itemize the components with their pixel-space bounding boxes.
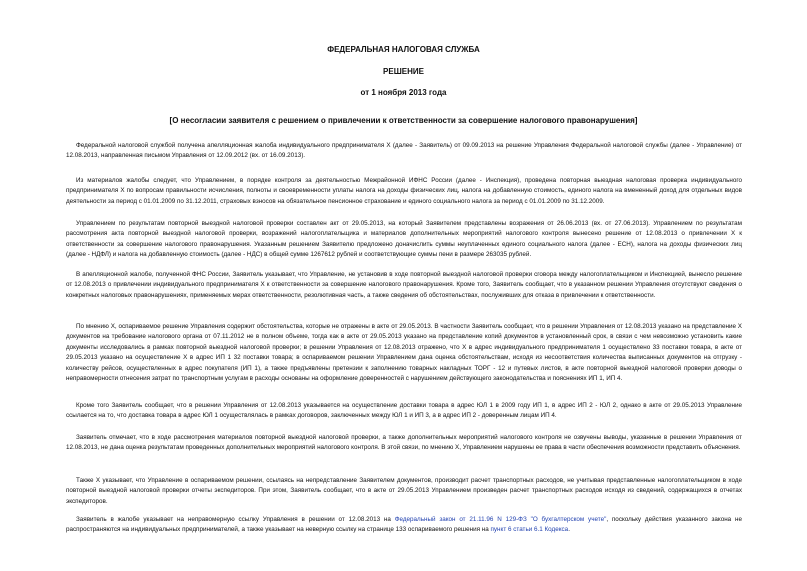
paragraph-6: Кроме того Заявитель сообщает, что в решении Управления от 12.08.2013 указывается на осуществление доставки товара в адрес ЮЛ 1 в 2009 году ИП 1, в адрес ИП 2 - ЮЛ 2, однако в акте от 29.05.2013 Управление ссылается на то, что доставка товара в адрес ЮЛ 1 осуществлялась в рамках договоров, заключенных между ЮЛ 1 и ИП 3, а в адрес ИП 2 - доверенным лицам ИП 4.: [66, 402, 742, 420]
paragraph-5: По мнению Х, оспариваемое решение Управления содержит обстоятельства, которые не отражены в акте от 29.05.2013. В частности Заявитель сообщает, что в решении Управления от 12.08.2013 указано на представление Х документов на требование налогового органа от 07.11.2012 не в полном объеме, тогда как в акте от 29.05.2013 указано на представление копий документов в установленный срок, в связи с чем невозможно установить какие документы исследовались в рамках повторной выездной налоговой проверки; в решении Управления от 12.08.2013 отражено, что Х в адрес индивидуального предпринимателя 1 осуществлено 33 поставки товара, в акте от 29.05.2013 указано на осуществление Х в адрес ИП 1 32 поставки товара; в оспариваемом решении Управлением дана оценка обстоятельствам, исходя из несоответствия количества выписанных документов на отгрузку - количеству рейсов, осуществленных в адрес покупателя (ИП 1), а также предъявлены претензии к заполнению товарных накладных ТОРГ - 12 и путевых листов, в акте повторной выездной налоговой проверки доводы о неправомерности отнесения затрат по транспортным услугам в расходы основаны на оформление доверенностей с нарушением действующего законодательства и пояснениях ИП 1, ИП 4.: [66, 323, 742, 383]
document-date: от 1 ноября 2013 года: [360, 88, 447, 97]
document-org: ФЕДЕРАЛЬНАЯ НАЛОГОВАЯ СЛУЖБА: [327, 45, 480, 54]
paragraph-8: Также Х указывает, что Управление в оспариваемом решении, ссылаясь на непредставление Заявителем документов, производит расчет транспортных расходов, не учитывая представленные налогоплательщиком в ходе повторной выездной налоговой проверки отчеты экспедиторов. При этом, Заявитель сообщает, что в акте от 29.05.2013 Управлением произведен расчет транспортных расходов исходя из сведений, содержащихся в отчетах экспедиторов.: [66, 477, 742, 505]
federal-law-link[interactable]: Федеральный закон от 21.11.96 N 129-ФЗ "О бухгалтерском учете": [394, 516, 607, 523]
paragraph-7: Заявитель отмечает, что в ходе рассмотрения материалов повторной выездной налоговой проверки, а также дополнительных мероприятий налогового контроля не озвучены выводы, указанные в решении Управления от 12.08.2013, не дана оценка результатам проведенных дополнительных мероприятий налогового контроля. В этой связи, по мнению Х, Управлением нарушены ее права в части обеспечения возможности представить объяснения.: [66, 434, 742, 452]
paragraph-3: Управлением по результатам повторной выездной налоговой проверки составлен акт от 29.05.2013, на который Заявителем представлены возражения от 26.06.2013 (вх. от 27.06.2013). Управлением по результатам рассмотрения акта повторной выездной налоговой проверки, возражений налогоплательщика и материалов дополнительных мероприятий налогового контроля вынесено решение от 12.08.2013 о привлечении Х к ответственности за совершение налогового правонарушения. Указанным решением Заявителю предложено доначислить суммы неуплаченных единого социального налога (далее - ЕСН), налога на доходы физических лиц (далее - НДФЛ) и налога на добавленную стоимость (далее - НДС) в общей сумме 1267612 рублей и соответствующие суммы пени в размере 263035 рублей.: [66, 220, 742, 259]
document-subject: [О несогласии заявителя с решением о привлечении к ответственности за совершение налогового правонарушения]: [169, 116, 638, 125]
paragraph-9-text-1: Заявитель в жалобе указывает на неправомерную ссылку Управления в решении от 12.08.2013 на: [76, 516, 395, 523]
code-article-link[interactable]: пункт 6 статьи 6.1 Кодекса: [490, 526, 569, 534]
paragraph-9-text-2: , поскольку действия указанного закона не распространяются на индивидуальных предпринимателей, а также указывает на неверную ссылку на странице 133 оспариваемого решения на: [66, 516, 742, 534]
paragraph-9: [66, 515, 742, 536]
paragraph-4: В апелляционной жалобе, полученной ФНС России, Заявитель указывает, что Управление, не установив в ходе повторной выездной налоговой проверки сговора между налогоплательщиком и Инспекцией, вынесло решение от 12.08.2013 о привлечении индивидуального предпринимателя Х к ответственности за совершение налогового правонарушения. Кроме того, Заявитель сообщает, что в указанном решении Управления отсутствуют сведения о конкретных налоговых правонарушениях, применяемых мерах ответственности, резолютивная часть, а также сведения об обстоятельствах, послуживших для отказа в привлечении к ответственности.: [66, 271, 742, 299]
paragraph-1: Федеральной налоговой службой получена апелляционная жалоба индивидуального предпринимателя Х (далее - Заявитель) от 09.09.2013 на решение Управления Федеральной налоговой службы (далее - Управление) от 12.08.2013, направленная письмом Управления от 12.09.2012 (вх. от 16.09.2013).: [66, 142, 742, 160]
paragraph-2: Из материалов жалобы следует, что Управлением, в порядке контроля за деятельностью Межрайонной ИФНС России (далее - Инспекция), проведена повторная выездная налоговая проверка индивидуального предпринимателя Х по вопросам правильности исчисления, полноты и своевременности уплаты налога на доходы физических лиц, налога на добавленную стоимость, единого налога на вмененный доход для отдельных видов деятельности за период с 01.01.2009 по 31.12.2011, страховых взносов на обязательное пенсионное страхование и единого социального налога за период с 01.01.2009 по 31.12.2009.: [66, 177, 742, 205]
paragraph-9-text-3: .: [568, 526, 570, 534]
document-type: РЕШЕНИЕ: [383, 67, 424, 76]
